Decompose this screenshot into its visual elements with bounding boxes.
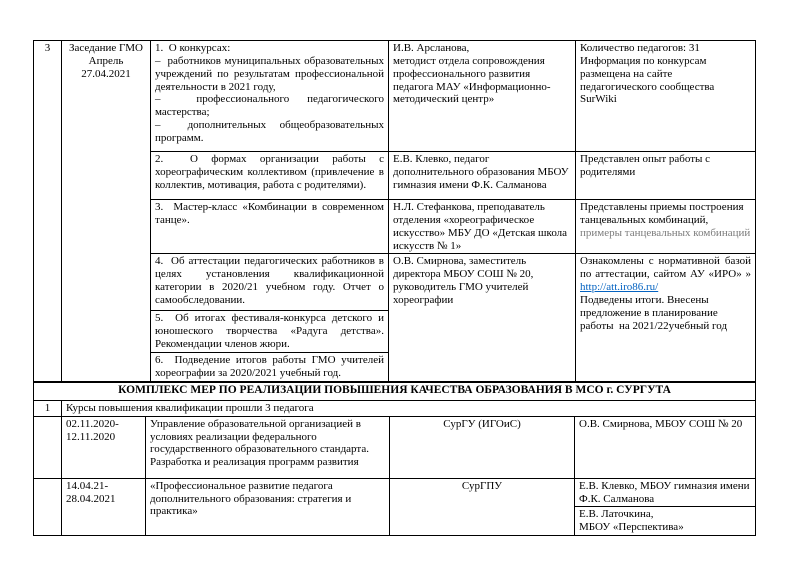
course-title-cell: Управление образовательной организацией в условиях реализации федерального государственного образовательного стандарта. Разработка и реализация программ развития	[146, 416, 390, 478]
result-cell-2: Представлен опыт работы с родителями	[576, 152, 756, 200]
attendee-org: МБОУ «Перспектива»	[579, 521, 684, 534]
speaker-cell-2: Е.В. Клевко, педагог дополнительного образования МБОУ гимназия имени Ф.К. Салманова	[389, 152, 576, 200]
speaker-description: методист отдела сопровождения профессионального развития педагога МАУ «Информационно-методический центр»	[393, 54, 551, 106]
table-row	[34, 400, 756, 416]
result-cell-4	[576, 254, 756, 381]
result-paragraph	[580, 255, 751, 294]
agenda-item-3-cell: 3. Мастер-класс «Комбинации в современном танце».	[151, 200, 389, 254]
course-title-cell: «Профессиональное развитие педагога дополнительного образования: стратегия и практика»	[146, 478, 390, 535]
result-count: Количество педагогов: 31	[580, 42, 700, 54]
attestation-site-link[interactable]: http://att.iro86.ru/	[580, 281, 659, 294]
courses-number-cell: 1	[34, 400, 62, 416]
agenda-item-5-cell: 5. Об итогах фестиваля-конкурса детского и юношеского творчества «Радуга детства». Рекомендации членов жюри.	[151, 311, 389, 353]
result-cell-3	[576, 200, 756, 254]
agenda-item-1-cell	[151, 41, 389, 152]
course-attendee-cell	[575, 507, 756, 536]
meeting-number-cell: 3	[34, 41, 62, 382]
result-note: Информация по конкурсам размещена на сайте педагогического сообщества SurWiki	[580, 54, 715, 106]
result-text: Ознакомлены с нормативной базой по аттестации, сайтом АУ «ИРО» »	[580, 255, 751, 281]
empty-cell	[34, 416, 62, 478]
agenda-item-2-cell: 2. О формах организации работы с хореографическим коллективом (привлечение в коллектив, мотивация, работа с родителями).	[151, 152, 389, 200]
meeting-table	[33, 40, 756, 382]
course-org-cell: СурГПУ	[390, 478, 575, 535]
table-row	[34, 416, 756, 478]
table-row	[34, 41, 756, 152]
courses-summary-cell: Курсы повышения квалификации прошли 3 педагога	[62, 400, 756, 416]
courses-table	[33, 382, 756, 536]
speaker-cell-4: О.В. Смирнова, заместитель директора МБОУ СОШ № 20, руководитель ГМО учителей хореографии	[389, 254, 576, 381]
course-attendee-cell: Е.В. Клевко, МБОУ гимназия имени Ф.К. Салманова	[575, 478, 756, 507]
attendee-name: Е.В. Латочкина,	[579, 508, 654, 521]
course-attendee-cell: О.В. Смирнова, МБОУ СОШ № 20	[575, 416, 756, 478]
meeting-session-cell: Заседание ГМО Апрель 27.04.2021	[62, 41, 151, 382]
speaker-cell-3: Н.Л. Стефанкова, преподаватель отделения «хореографическое искусство» МБУ ДО «Детская школа искусств № 1»	[389, 200, 576, 254]
course-dates-cell: 14.04.21-28.04.2021	[62, 478, 146, 535]
table-row	[34, 478, 756, 507]
speaker-cell-1	[389, 41, 576, 152]
empty-cell	[34, 478, 62, 535]
agenda-1-intro: 1. О конкурсах:	[155, 42, 231, 54]
section-header: КОМПЛЕКС МЕР ПО РЕАЛИЗАЦИИ ПОВЫШЕНИЯ КАЧЕСТВА ОБРАЗОВАНИЯ В МСО г. СУРГУТА	[34, 382, 756, 400]
result-cell-1	[576, 41, 756, 152]
agenda-1-bullet: – дополнительных общеобразовательных программ.	[155, 119, 384, 145]
table-row	[34, 382, 756, 400]
agenda-item-4-cell: 4. Об аттестации педагогических работников в целях установления квалификационной категории в 2020/21 учебном году. Отчет о самообследовании.	[151, 254, 389, 311]
result-text: Представлены приемы построения танцевальных комбинаций,	[580, 201, 744, 226]
agenda-item-6-cell: 6. Подведение итогов работы ГМО учителей хореографии за 2020/2021 учебный год.	[151, 353, 389, 382]
agenda-1-bullet: – профессионального педагогического мастерства;	[155, 93, 384, 119]
speaker-name: И.В. Арсланова,	[393, 42, 470, 54]
course-org-cell: СурГУ (ИГОиС)	[390, 416, 575, 478]
agenda-1-bullet: – работников муниципальных образовательных учреждений по результатам профессиональной деятельности в 2021 году,	[155, 54, 384, 93]
course-dates-cell: 02.11.2020-12.11.2020	[62, 416, 146, 478]
result-text-muted: примеры танцевальных комбинаций	[580, 226, 751, 239]
result-paragraph: Подведены итоги. Внесены предложение в планирование работы на 2021/22учебный год	[580, 294, 728, 332]
